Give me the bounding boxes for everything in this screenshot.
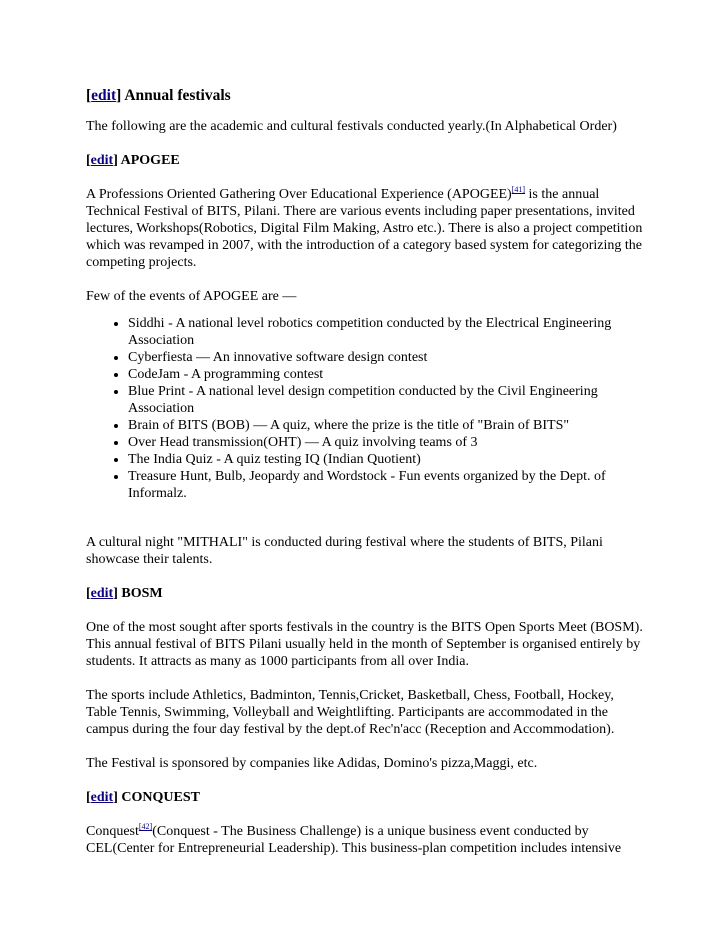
- bosm-paragraph-3: The Festival is sponsored by companies like Adidas, Domino's pizza,Maggi, etc.: [86, 756, 538, 771]
- apogee-paragraph-3: A cultural night "MITHALI" is conducted during festival where the students of BITS, Pilani showcase their talents.: [86, 535, 603, 567]
- section-title: BOSM: [121, 586, 163, 601]
- reference-superscript: [512, 185, 525, 194]
- list-item: • CodeJam - A programming contest: [128, 366, 646, 383]
- reference-superscript: [139, 822, 152, 831]
- reference-link[interactable]: [41]: [511, 185, 526, 194]
- list-item: • Cyberfiesta — An innovative software design contest: [128, 349, 646, 366]
- edit-link[interactable]: edit: [90, 153, 114, 168]
- section-heading-conquest: [edit] CONQUEST: [86, 790, 200, 805]
- edit-link[interactable]: edit: [91, 87, 117, 104]
- apogee-paragraph-2: Few of the events of APOGEE are —: [86, 289, 297, 304]
- bosm-paragraph-1: One of the most sought after sports festivals in the country is the BITS Open Sports Meet (BOSM). This annual festival of BITS Pilani usually held in the month of September is organised entirely by students. It attracts as many as 1000 participants from all over India.: [86, 620, 643, 669]
- list-item: • The India Quiz - A quiz testing IQ (Indian Quotient): [128, 451, 646, 468]
- section-heading-annual-festivals: [edit] Annual festivals: [86, 87, 231, 104]
- apogee-events-list: [86, 315, 646, 502]
- list-item: • Siddhi - A national level robotics competition conducted by the Electrical Engineering Association: [128, 315, 646, 349]
- edit-link[interactable]: edit: [90, 586, 114, 601]
- section-heading-bosm: [edit] BOSM: [86, 586, 163, 601]
- paragraph-text: (Conquest - The Business Challenge) is a unique business event conducted by CEL(Center for Entrepreneurial Leadership). This business-plan competition includes intensive: [86, 824, 622, 856]
- section-title: APOGEE: [120, 153, 180, 168]
- apogee-paragraph-1: [86, 186, 646, 271]
- section-title: Annual festivals: [124, 87, 231, 104]
- list-item: • Over Head transmission(OHT) — A quiz involving teams of 3: [128, 434, 646, 451]
- list-item: • Blue Print - A national level design competition conducted by the Civil Engineering Association: [128, 383, 646, 417]
- document-page: [86, 86, 646, 857]
- paragraph-text: Conquest: [86, 824, 139, 839]
- list-item: • Brain of BITS (BOB) — A quiz, where the prize is the title of "Brain of BITS": [128, 417, 646, 434]
- section-heading-apogee: [edit] APOGEE: [86, 153, 180, 168]
- paragraph-text: A Professions Oriented Gathering Over Educational Experience (APOGEE): [86, 187, 512, 202]
- list-item: • Treasure Hunt, Bulb, Jeopardy and Wordstock - Fun events organized by the Dept. of Informalz.: [128, 468, 646, 502]
- edit-link[interactable]: edit: [90, 790, 114, 805]
- bosm-paragraph-2: The sports include Athletics, Badminton, Tennis,Cricket, Basketball, Chess, Football, Hockey, Table Tennis, Swimming, Volleyball and Weightlifting. Participants are accommodated in the campus during the four day festival by the dept.of Rec'n'acc (Reception and Accommodation).: [86, 688, 615, 737]
- annual-intro-paragraph: The following are the academic and cultural festivals conducted yearly.(In Alphabetical Order): [86, 119, 617, 134]
- reference-link[interactable]: [42]: [138, 822, 153, 831]
- paragraph-text: is the annual Technical Festival of BITS, Pilani. There are various events including paper presentations, invited lectures, Workshops(Robotics, Digital Film Making, Astro etc.). There is also a project competition which was revamped in 2007, with the introduction of a category based system for categorizing the competing projects.: [86, 187, 643, 270]
- conquest-paragraph-1: [86, 823, 646, 857]
- section-title: CONQUEST: [121, 790, 200, 805]
